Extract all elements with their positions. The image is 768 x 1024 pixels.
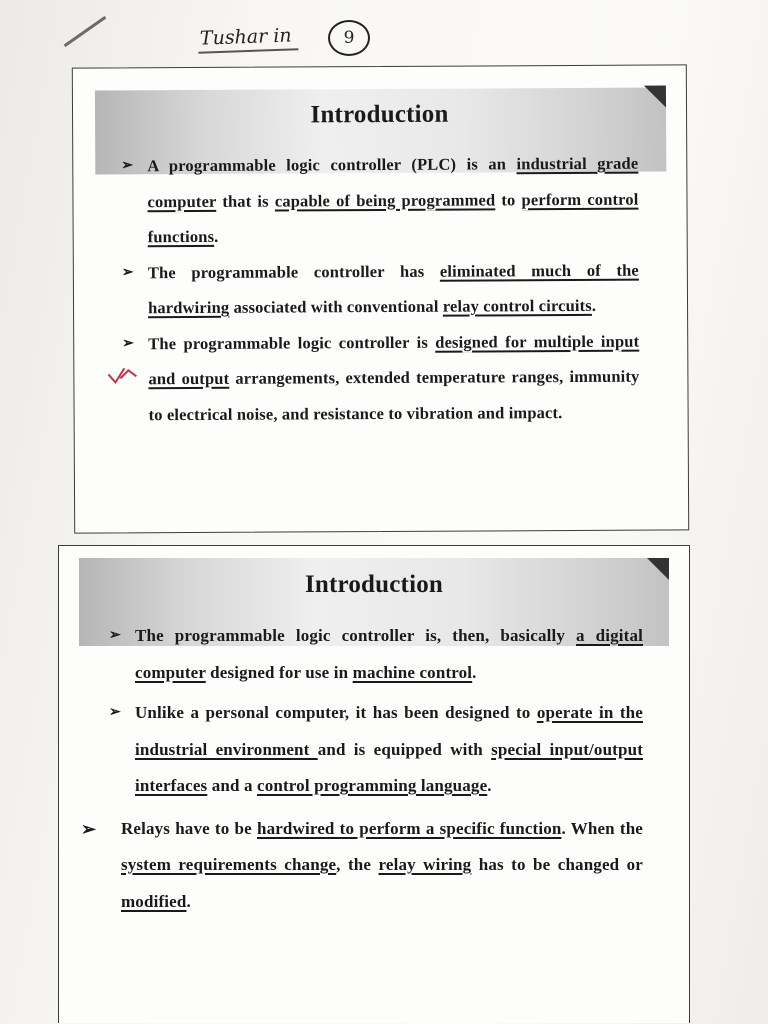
bullet-item (109, 618, 643, 691)
underlined-phrase: industrial grade computer (147, 153, 639, 211)
slide-title: Introduction (304, 571, 444, 598)
bullet-arrow-icon: ➢ (121, 158, 134, 174)
underlined-phrase: control programming language (257, 776, 488, 795)
text-run: The programmable logic controller is, then, basically (135, 626, 577, 645)
handwritten-note: Tushar in (198, 24, 299, 53)
bullet-arrow-icon: ➢ (109, 628, 121, 643)
bullet-arrow-icon: ➢ (81, 818, 97, 839)
text-run: and a (207, 776, 258, 795)
bullet-arrow-icon: ➢ (109, 705, 121, 720)
bullet-text (148, 331, 639, 424)
underlined-phrase: operate in the industrial environment (135, 703, 643, 759)
bullet-arrow-icon: ➢ (122, 335, 135, 351)
handwritten-page-number: 9 (328, 20, 370, 56)
text-run: has to be changed or (471, 855, 644, 874)
bullet-text (135, 703, 643, 795)
underlined-phrase: capable of being programmed (274, 189, 496, 211)
slide-2 (58, 545, 690, 1023)
slide-1 (72, 64, 689, 533)
underlined-phrase: hardwired to perform a specific function (256, 818, 562, 838)
bullet-item (109, 695, 643, 805)
text-run: designed for use in (205, 662, 353, 682)
bullet-text (121, 819, 643, 911)
text-run: and is equipped with (317, 739, 492, 759)
text-run: that is (216, 191, 275, 211)
underlined-phrase: special input/output interfaces (135, 739, 644, 795)
text-run: . When the (561, 818, 644, 838)
text-run: arrangements, extended temperature ranges, immunity to electrical noise, and resistance to vibration and impact. (148, 366, 640, 424)
bullet-item (121, 146, 639, 255)
bullet-item (81, 811, 644, 921)
text-run: The programmable controller has (147, 261, 440, 282)
bullet-text (148, 260, 639, 317)
text-run: to (495, 189, 522, 209)
underlined-phrase: machine control (352, 662, 473, 682)
text-run: . (487, 776, 492, 795)
text-run: associated with conventional (229, 296, 443, 317)
text-run: , the (336, 855, 379, 874)
bullet-list (121, 146, 639, 433)
text-run: The programmable logic controller is (148, 332, 436, 353)
slide-title: Introduction (310, 100, 449, 129)
underlined-phrase: modified (121, 891, 187, 911)
bullet-arrow-icon: ➢ (121, 264, 134, 280)
underlined-phrase: eliminated much of the hardwiring (147, 260, 639, 318)
underlined-phrase: perform control functions (147, 189, 639, 247)
text-run: . (472, 662, 477, 682)
underlined-phrase: relay control circuits (442, 295, 592, 316)
underlined-phrase: a digital computer (135, 626, 643, 682)
underlined-phrase: system requirements change (121, 855, 337, 874)
underlined-phrase: designed for multiple input and output (148, 331, 640, 389)
text-run: . (214, 226, 219, 246)
bullet-text (135, 626, 643, 682)
text-run: . (186, 891, 191, 911)
bullet-list (81, 618, 644, 920)
text-run: Relays have to be (121, 818, 257, 838)
underlined-phrase: relay wiring (378, 855, 472, 874)
text-run: Unlike a personal computer, it has been designed to (135, 703, 537, 722)
bullet-text (147, 154, 638, 247)
text-run: A programmable logic controller (PLC) is an (147, 154, 517, 176)
bullet-item (122, 323, 640, 432)
bullet-item (122, 252, 639, 326)
text-run: . (591, 295, 597, 315)
